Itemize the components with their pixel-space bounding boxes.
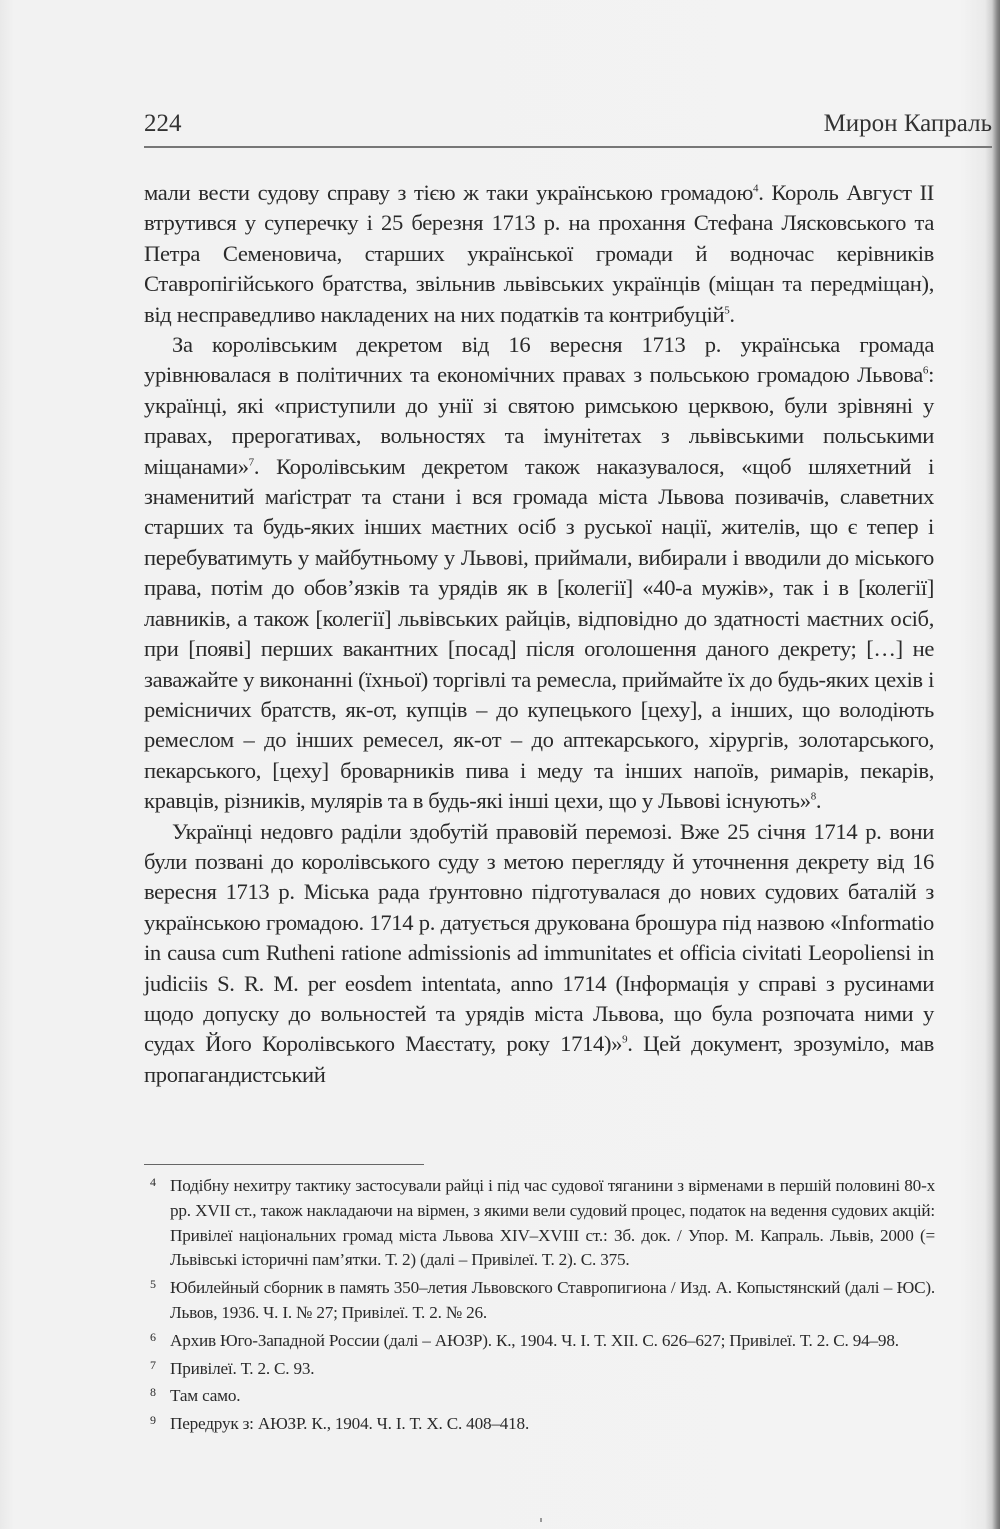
footnote-number: 6 bbox=[150, 1329, 156, 1344]
footnotes bbox=[150, 1174, 935, 1440]
footnote-text: Подібну нехитру тактику застосували райці і під час судової тяганини з вірменами в першій половині 80-х рр. XVII ст., також накладаючи на вірмен, з якими вели судовий процес, податок на ведення судових акцій: Привілеї національних громад міста Львова XIV–XVIII ст.: Зб. док. / Упор. М. Капраль. Львів, 2000 (= Львівські історичні пам’ятки. Т. 2) (далі – Привілеї. Т. 2). С. 375. bbox=[170, 1176, 935, 1270]
paragraph-text: : українці, які «приступили до унії зі святою римською церквою, були зрівняні у правах, прерогативах, вольностях та імунітетах з львівськими польськими міщанами» bbox=[144, 362, 934, 479]
footnote-separator bbox=[144, 1164, 424, 1165]
page-number: 224 bbox=[144, 110, 182, 137]
paragraph bbox=[144, 330, 934, 817]
footnote-reference[interactable]: 4 bbox=[753, 182, 759, 195]
paragraph-text: За королівським декретом від 16 вересня 1713 р. українська громада урівнювалася в політичних та економічних правах з польською громадою Львова bbox=[144, 332, 934, 388]
footnote-reference[interactable]: 9 bbox=[622, 1033, 628, 1046]
paragraph bbox=[144, 817, 934, 1091]
footnote-text: Архив Юго-Западной России (далі – АЮЗР). К., 1904. Ч. І. Т. XII. С. 626–627; Привілеї. Т. 2. С. 94–98. bbox=[170, 1330, 899, 1350]
footnote-number: 8 bbox=[150, 1385, 156, 1400]
footnote bbox=[150, 1384, 935, 1409]
footnote-reference[interactable]: 6 bbox=[922, 364, 929, 377]
paragraph-text: . bbox=[815, 788, 822, 814]
running-head-author: Мирон Капраль bbox=[823, 110, 992, 137]
body-text bbox=[144, 178, 934, 1090]
page-header bbox=[144, 106, 992, 146]
header-rule bbox=[144, 146, 992, 148]
paragraph-text: мали вести судову справу з тією ж таки українською громадою bbox=[144, 180, 754, 205]
footnote-reference[interactable]: 8 bbox=[810, 790, 816, 803]
footnote bbox=[150, 1357, 935, 1382]
footnote-number: 7 bbox=[150, 1357, 156, 1372]
footnote-text: Там само. bbox=[170, 1386, 241, 1406]
paragraph-text: Українці недовго раділи здобутій правовій перемозі. Вже 25 січня 1714 р. вони були позвані до королівського суду з метою перегляду й уточнення декрету від 16 вересня 1713 р. Міська рада ґрунтовно підготувалася до нових судових баталій з українською громадою. 1714 р. датується друкована брошура під назвою «Informatio in causa cum Rutheni ratione admissionis ad immunitates et officia civitati Leopoliensi in judiciis S. R. M. per eosdem intentata, anno 1714 (Інформація у справі з русинами щодо допуску до вольностей та урядів міста Львова, що була розпочата ними у судах Його Королівського Маєстату, року 1714)» bbox=[144, 818, 934, 1057]
paragraph-text: . Королівським декретом також наказувалося, «щоб шляхетний і знаменитий маґістрат та стани і вся громада міста Львова позивачів, славетних старших та будь-яких інших маєтних осіб з руської нації, жителів, що є тепер і перебуватимуть у майбутньому у Львові, приймали, вибирали і вводили до міського права, потім до обов’язків та урядів як в [колегії] «40-а мужів», так і в [колегії] лавників, а також [колегії] львівських райців, відповідно до здатності маєтних осіб, при [появі] перших вакантних [посад] після оголошення даного декрету; […] не заважайте у виконанні (їхньої) торгівлі та ремесла, приймайте їх до будь-яких цехів і ремісничих братств, як-от, купців – до купецького [цеху], а інших, що володіють ремеслом – до інших ремесел, як-от – до аптекарського, хірургів, золотарського, пекарського, [цеху] броварників пива і меду та інших напоїв, римарів, пекарів, кравців, різників, мулярів та в будь-які інші цехи, що у Львові існують» bbox=[144, 453, 934, 814]
paper-speck bbox=[540, 1518, 542, 1522]
footnote bbox=[150, 1412, 935, 1437]
footnote-number: 4 bbox=[150, 1175, 156, 1189]
footnote-reference[interactable]: 5 bbox=[724, 304, 730, 317]
footnote bbox=[150, 1174, 935, 1273]
footnote-number: 5 bbox=[150, 1277, 156, 1292]
paragraph-text: . bbox=[729, 301, 735, 327]
paragraph-text: . Цей документ, зрозуміло, мав пропагандистський bbox=[144, 1031, 934, 1087]
footnote bbox=[150, 1329, 935, 1354]
paragraph-text: . Король Август II втрутився у суперечку і 25 березня 1713 р. на прохання Стефана Лясковського та Петра Семеновича, старших української громади й водночас керівників Ставропігійського братства, звільнив львівських українців (міщан та передміщан), від несправедливо накладених на них податків та контрибуцій bbox=[144, 180, 934, 327]
footnote-text: Юбилейный сборник в память 350–летия Львовского Ставропигиона / Изд. А. Копыстянский (далі – ЮС). Львов, 1936. Ч. І. № 27; Привілеї. Т. 2. № 26. bbox=[170, 1278, 935, 1322]
footnote-reference[interactable]: 7 bbox=[248, 456, 254, 469]
footnote-text: Передрук з: АЮЗР. К., 1904. Ч. І. Т. X. С. 408–418. bbox=[170, 1414, 530, 1434]
footnote bbox=[150, 1276, 935, 1326]
footnote-number: 9 bbox=[150, 1413, 156, 1428]
footnote-text: Привілеї. Т. 2. С. 93. bbox=[170, 1358, 315, 1378]
paragraph bbox=[144, 178, 934, 330]
